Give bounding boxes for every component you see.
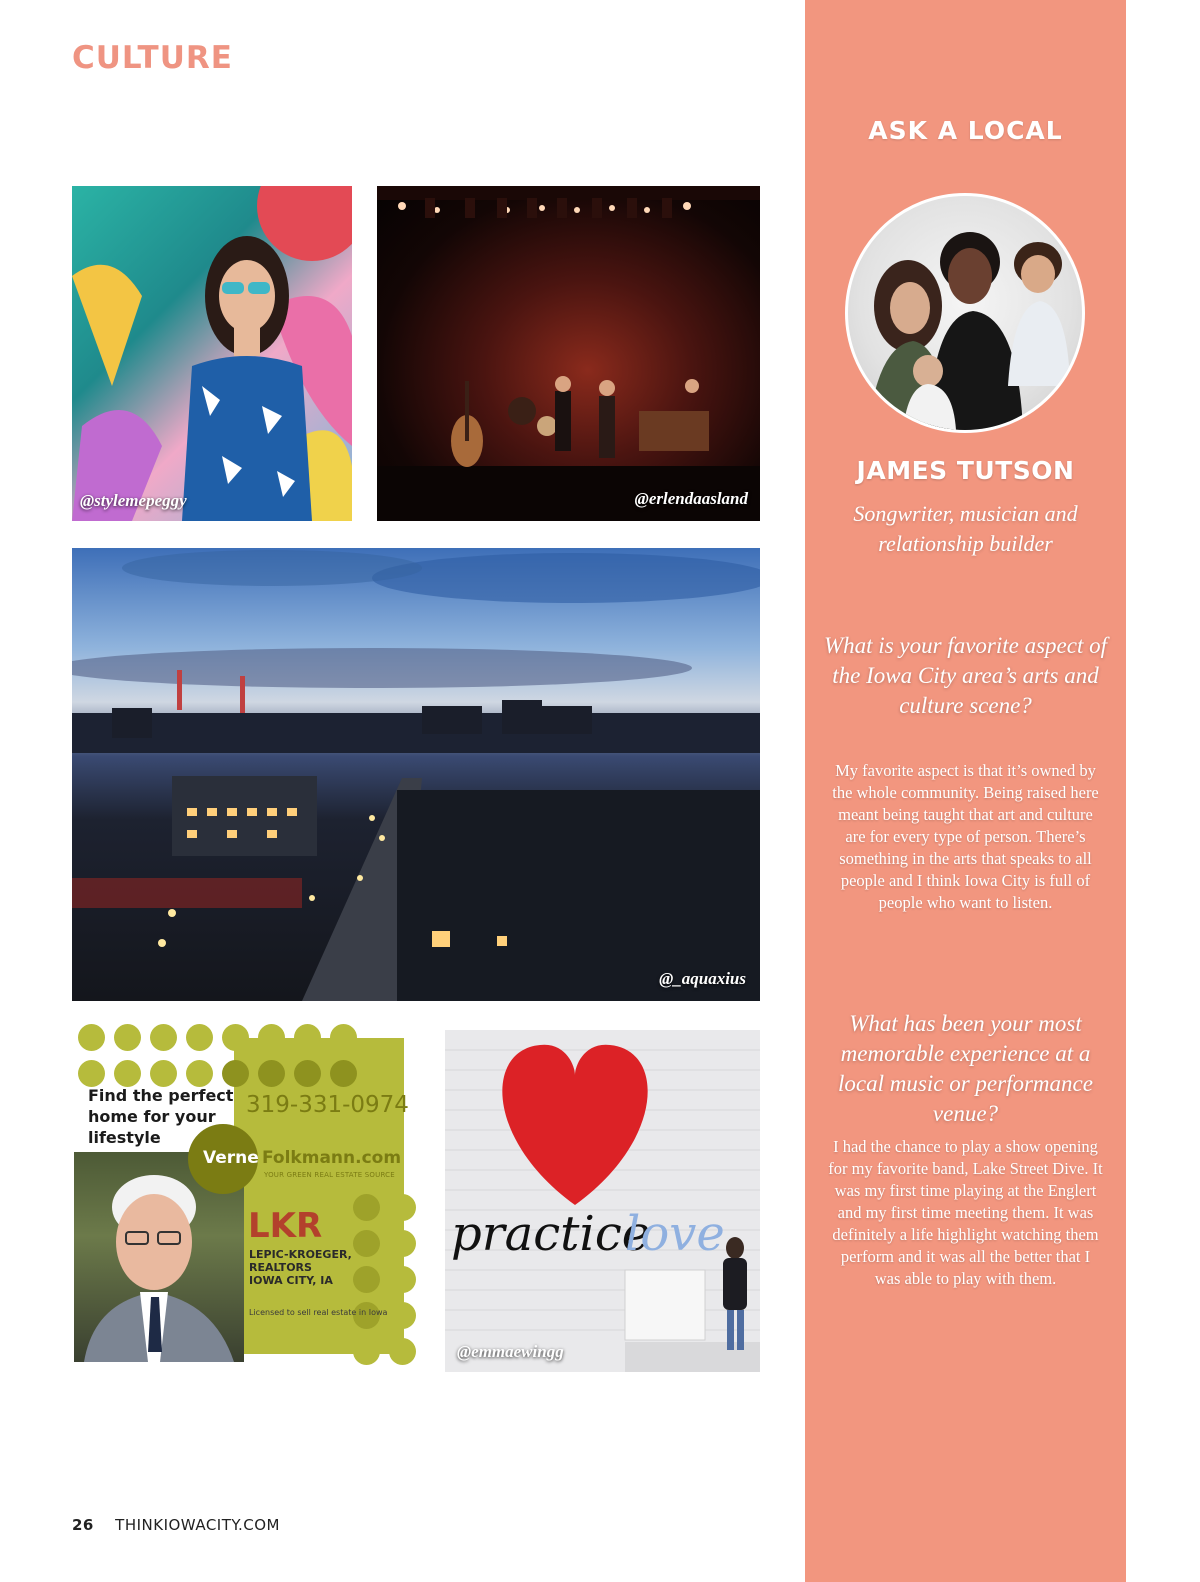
family-illustration [848,196,1082,430]
decorative-dot [186,1024,213,1051]
mural-portrait-photo [72,186,352,521]
photo-credit: @stylemepeggy [80,491,187,510]
photo-credit: @_aquaxius [659,969,746,988]
city-skyline-photo [72,548,760,1001]
ad-green-panel [234,1038,404,1354]
mural-text-practice: practice [451,1206,651,1262]
mural-text-love: love [625,1206,725,1262]
heart-mural-illustration [445,1030,760,1372]
decorative-dot [353,1194,380,1221]
decorative-dot [353,1230,380,1257]
heart-mural-photo [445,1030,760,1372]
decorative-dot [186,1060,213,1087]
decorative-dot [78,1024,105,1051]
decorative-dot [353,1338,380,1365]
decorative-dot [294,1060,321,1087]
section-title: CULTURE [72,40,233,76]
company-logo: LKR [248,1206,323,1246]
license-note: Licensed to sell real estate in Iowa [249,1308,388,1317]
decorative-dot [258,1060,285,1087]
ad-tagline: Find the perfect home for your lifestyle [88,1086,234,1147]
decorative-dot [150,1024,177,1051]
decorative-dot [114,1060,141,1087]
answer-1: My favorite aspect is that it’s owned by the whole community. Being raised here meant being taught that art and culture are for every type of person. There’s something in the arts that speaks to all people and I think Iowa City is full of people who want to listen. [832,761,1099,912]
answer-2: I had the chance to play a show opening for my favorite band, Lake Street Dive. It was my first time playing at the Englert and my first time meeting them. It was definitely a life highlight watching them perform and it was all the better that I was able to play with them. [828,1137,1103,1288]
concert-illustration [377,186,760,521]
photo-credit: @erlendaasland [634,489,748,508]
decorative-dot [389,1338,416,1365]
family-portrait-photo [845,193,1085,433]
ask-a-local-sidebar [805,0,1126,1582]
local-name: JAMES TUTSON [856,456,1075,485]
ad-phone[interactable]: 319-331-0974 [246,1092,409,1118]
page-number: 26 [72,1516,94,1534]
mural-portrait-illustration [72,186,352,521]
question-2: What has been your most memorable experience at a local music or performance venue? [838,1011,1093,1126]
concert-photo [377,186,760,521]
decorative-dot [389,1266,416,1293]
skyline-illustration [72,548,760,1001]
photo-credit: @emmaewingg [457,1342,564,1361]
company-line-2: REALTORS [249,1261,312,1274]
decorative-dot [150,1060,177,1087]
local-role: Songwriter, musician and relationship builder [853,501,1078,556]
decorative-dot [389,1230,416,1257]
brand-subline: YOUR GREEN REAL ESTATE SOURCE [264,1171,395,1179]
brand-first-name: Verne [203,1148,259,1168]
footer-site[interactable]: THINKIOWACITY.COM [115,1516,280,1534]
decorative-dot [78,1060,105,1087]
company-name [249,1248,352,1287]
company-line-3: IOWA CITY, IA [249,1274,333,1287]
decorative-dot [389,1194,416,1221]
question-1: What is your favorite aspect of the Iowa City area’s arts and culture scene? [824,633,1107,718]
real-estate-ad [72,1024,422,1376]
sidebar-heading: ASK A LOCAL [868,116,1063,145]
brand-domain[interactable]: Folkmann.com [262,1148,402,1168]
page-footer [72,1516,280,1534]
decorative-dot [222,1060,249,1087]
decorative-dot [353,1266,380,1293]
company-line-1: LEPIC-KROEGER, [249,1248,352,1261]
decorative-dot [330,1060,357,1087]
decorative-dot [389,1302,416,1329]
decorative-dot [114,1024,141,1051]
